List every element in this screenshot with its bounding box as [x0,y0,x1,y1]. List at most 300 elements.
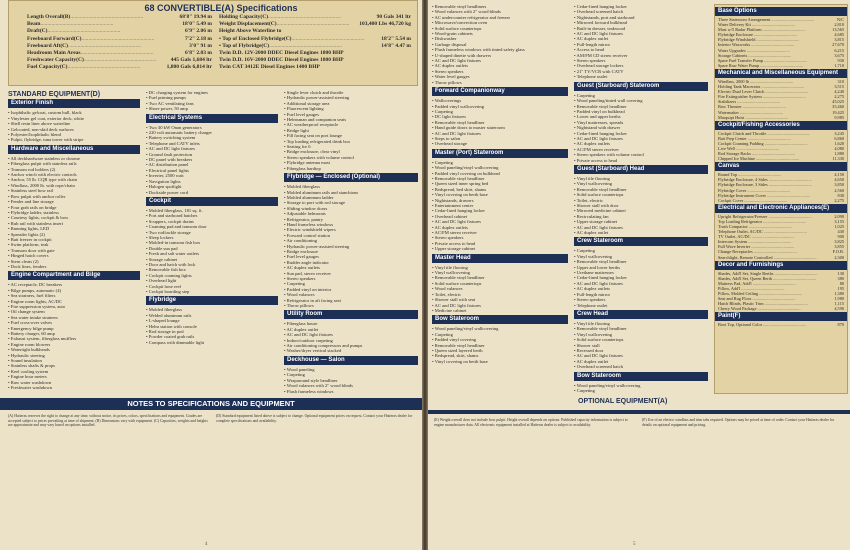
section-heading: Guest (Starboard) Head [574,165,708,174]
list-item: • AC duplex outlet [284,327,418,332]
list-item: • Nightstands, drawers [432,198,568,203]
spec-leader: ..................................................... [83,57,157,64]
list-item: • Bow pulpit with anchor roller [8,194,140,199]
list-item: • Stereo speakers with volume control [284,155,418,160]
list-item: • Fiberglass pulpit with stainless rails [8,161,140,166]
option-label: Shades, Add'l Set, Queen Berth ........................................ [718,275,817,281]
list-item: • Pulpit, flybridge, tuna tower with stripe [8,137,140,142]
option-label: Marquipt Hoist ........................................ [718,114,789,120]
option-label: Holding Tank Macerator ........................................ [718,84,805,90]
list-item: • Halogen spotlight [146,184,278,189]
section-heading: Utility Room [284,310,418,319]
list-item: • Fuel level gauges [284,254,418,259]
section-heading: Master (Port) Stateroom [432,149,568,158]
spec-row [219,50,411,57]
list-item: • DC light fixtures [432,114,568,119]
spec-label: Twin D.D. 12V-2000 DDEC Diesel Engines 1800 BHP [219,50,344,57]
list-item: • AC duplex outlet [574,359,708,364]
list-item: • L-shaped lounge [146,318,278,323]
left-column-3 [284,90,418,395]
list-item: • AC and DC light fixtures [432,303,568,308]
spec-leader: ..................................................... [291,35,365,42]
spec-label: Length Overall(B) [27,14,71,20]
list-item: • Stereo speakers [284,276,418,281]
list-item: • Oil change system [8,309,140,314]
option-price: 2,275 [834,94,844,100]
option-label: Hatch Blinds, Plastic Trim ........................................ [718,301,808,307]
list-item: • Steps to salon [432,136,568,141]
option-label: Searchlight, Remote Controlled ........................................ [718,254,817,260]
list-item: • Polyester/Isophthalic blend [8,132,140,137]
list-item: • Battery charger, 60 amp [8,331,140,336]
option-price: 4,150 [834,172,844,178]
option-label: Cherry Wood Package ........................................ [718,306,801,312]
list-item: • Engine hour meters [8,374,140,379]
spec-leader: ..................................................... [80,50,154,57]
list-item: • Hand guide doors to master stateroom [432,125,568,130]
list-item: • Padded vinyl wallcovering [432,104,568,109]
list-item: • Urethane mattresses [574,270,708,275]
option-price: 1,620 [834,140,844,146]
spec-leader [281,28,411,35]
list-item: • Door and hatch with lock [146,262,278,267]
list-item: • U-shaped dinette with drawers [432,53,568,58]
list-item: • Full-length mirror [574,42,708,47]
list-item: • Molded aluminum rails and stanchions [284,190,418,195]
spec-value: 68'8" 19.94 m [179,14,212,20]
spec-leader: ..................................................... [276,21,350,28]
list-item: • Hydraulic power-assisted steering [284,244,418,249]
option-price: 4,650 [834,177,844,183]
list-item: • AC distribution panel [146,162,278,167]
option-price: 930 [837,57,844,63]
option-price: 1,710 [834,62,844,68]
list-item: • Fill facing seat on port lounge [284,133,418,138]
section-heading: Crew Stateroom [574,237,708,246]
list-item: • AC weatherproof receptacle [284,122,418,127]
spec-row [219,36,411,43]
list-item: • Mirrored medicine cabinet [574,208,708,213]
list-item: • Two rod/tackle storage [146,230,278,235]
spec-leader: ..................................................... [67,42,141,49]
list-item: • Flush frameless windows [284,389,418,394]
notes-band-right [428,410,850,414]
list-item: • AC and DC light fixtures [574,136,708,141]
list-item: • Fiberglass house [284,321,418,326]
spec-value: 7'2" 2.18 m [184,35,212,42]
list-item: • Stern cleats (2) [8,259,140,264]
section-heading: Forward Companionway [432,87,568,96]
list-item: • Removable fish box [146,267,278,272]
list-item: • Electrical panel lights [146,168,278,173]
list-item: • Bedspread, skirt, shams [432,353,568,358]
option-price: 310 [837,78,844,84]
spec-label: • Top of Flybridge(C) [219,42,270,49]
list-item: • Removable vinyl headliner [432,275,568,280]
list-item: • Bait freezer in cockpit [8,237,140,242]
list-item: • Vinyl tile flooring [574,321,708,326]
list-item: • AC receptacle, DC breakers [8,282,140,287]
spec-row [219,21,411,28]
list-item: • Transom door with gate [8,248,140,253]
spec-value: 18'0" 5.49 m [182,21,212,28]
list-item: • Water level gauges [432,74,568,79]
option-label: Pillow, Molded Ceiling ........................................ [718,291,803,297]
list-item: • Port and starboard hatches [146,213,278,218]
list-item: • Stereo speakers [432,69,568,74]
list-item: • Stereo speakers with volume control [574,152,708,157]
option-label: Electric Dual Lever Clutch ........................................ [718,89,809,95]
list-item: • Molded fiberglass [146,307,278,312]
option-price: 35,460 [832,104,844,110]
option-price: 19,425 [832,109,844,115]
spec-column-2 [219,14,411,72]
list-item: • Sliding window doors [284,206,418,211]
spec-leader: ..................................................... [268,14,341,20]
section-heading: Hardware and Miscellaneous [8,145,140,154]
list-item: • Vinyl covering on berth base [432,192,568,197]
option-price: N/C [836,17,844,22]
option-price: 1,880 [834,151,844,157]
list-item: • Stereo speakers [432,235,568,240]
specifications-box [8,0,418,86]
list-item: • Removable vinyl headliners [432,4,568,9]
list-item: • Stereo speakers [574,58,708,63]
notes-right-page-left: (E) Weight overall does not include bow pulpit. Height overall depends on options. Published capacity information is subject to engine manufacturer data. All electronic equipment installed at Hatteras dealer is subject to availability. [434,418,628,427]
list-item: • Dockside power cord [146,190,278,195]
list-item: • Upper and lower berths [574,265,708,270]
spec-label: Twin D.D. 16V-2000 DDEC Diesel Engines 1800 BHP [219,57,344,64]
spec-label: Holding Capacity(C) [219,14,269,20]
list-item: • Removable vinyl headliner [432,120,568,125]
list-item: • Padded vinyl on bulkhead [574,109,708,114]
option-price: 3,855 [834,244,844,250]
list-item: • Queen sized layered berth [432,348,568,353]
option-price: 3,155 [834,218,844,224]
section-heading: Electrical and Electronic Appliances(E) [715,204,847,213]
list-item: • Four grab rails on bridge [8,205,140,210]
spec-column-1 [27,14,212,72]
option-price: 3,815 [834,37,844,43]
section-heading: Bow Stateroom [432,315,568,324]
list-item: • Vinyl mattresses, spreads [574,120,708,125]
list-item: • Vinyl wallcovering [574,254,708,259]
list-item: • Storage cabinet [146,257,278,262]
list-item: • Wood paneling/vinyl wallcovering [574,383,708,388]
list-item: • Overhead screened hatch [574,364,708,369]
option-row [718,255,844,260]
list-item: • Exhaust system, fiberglass mufflers [8,336,140,341]
spec-leader [320,64,411,71]
option-label: Telephone Outlet, AC/DC ........................................ [718,229,807,235]
list-item [574,393,708,394]
spec-leader: ..................................................... [269,42,342,49]
list-item: • Washer/dryer vertical stacked [284,348,418,353]
option-price: 2,090 [834,213,844,219]
list-item: • Throw pillows [284,303,418,308]
list-item: • Flush frameless windows with tinted safety glass [432,47,568,52]
list-item: • Private access to head [432,241,568,246]
option-label: Water Delivery Kit ........................................ [718,22,795,28]
spec-row [219,57,411,64]
list-item: • All deckhardware stainless or chrome [8,156,140,161]
list-item: • Queen sized inner spring bed [432,181,568,186]
list-item: • Compass with dimmable light [146,340,278,345]
page-number-right: 5 [633,542,636,547]
section-heading: Decor and Furnishings [715,261,847,270]
option-price: 3,245 [834,130,844,136]
list-item: • Keel cooling system [8,369,140,374]
list-item: • AC duplex outlets [284,265,418,270]
spec-label: Height Above Waterline to [219,28,282,35]
list-item: • Stainless steel bow rail [8,188,140,193]
list-item: • Navigation lights [146,179,278,184]
list-item: • AC duplex outlets [574,141,708,146]
option-label: Flybridge Instrument Cover ........................................ [718,192,811,198]
list-item: • Swim platform, teak [8,242,140,247]
spec-label: Beam [27,21,41,28]
left-column-2 [146,90,278,395]
option-price: 3,675 [834,52,844,58]
right-column-2 [574,4,708,394]
option-label: Trash Compactor ........................................ [718,224,792,229]
list-item: • AC and DC light fixtures [146,146,278,151]
spec-row [27,14,212,21]
option-price: 4,080 [834,145,844,151]
list-item: • Shower stall with seat [432,297,568,302]
right-column-1 [432,4,568,394]
list-item: • Wood-grain cabinets [432,31,568,36]
option-label: Three Stateroom Arrangement ........................................ [718,17,815,22]
list-item: • Lower and upper berths [574,114,708,119]
option-label: Watermaker ........................................ [718,109,783,115]
option-price: 13,565 [832,27,844,33]
list-item: • AC duplex outlet [574,230,708,235]
list-item: • Solid surface countertops [574,337,708,342]
option-price: 1,115 [834,301,844,307]
list-item: • AC and DC light fixtures [574,281,708,286]
option-label: Seat and Rug Floor ........................................ [718,296,796,302]
option-price: 4,590 [834,306,844,312]
spec-row [27,36,212,43]
list-item: • Rudder angle indicator [284,260,418,265]
option-label: Full Wave Inverter ........................................ [718,244,795,250]
spec-leader: ..................................................... [47,28,121,35]
list-item: • Toilet, electric [432,292,568,297]
list-item: • Fender and line storage [8,199,140,204]
list-item: • Sea water intake strainers [8,315,140,320]
list-item: • AC and DC light fixtures [432,219,568,224]
option-price: 3,515 [834,84,844,90]
option-price: 27,670 [832,42,844,48]
option-price: F.O.B. [832,249,844,255]
list-item: • Upper storage cabinet [432,246,568,251]
spec-value: 6'9" 2.06 m [184,28,212,35]
list-item: • Removable vinyl headliner [574,326,708,331]
list-item: • Emergency bilge pump [8,326,140,331]
list-item: • AM/FM CD stereo receiver [574,53,708,58]
list-item: • Bridge enclosure [284,249,418,254]
list-item: • Padded vinyl covering on bulkhead [432,171,568,176]
list-item: • Bilge pumps, automatic (4) [8,288,140,293]
list-item: • Sun pad, stereo receiver [284,271,418,276]
option-label: Upright Refrigerator/Freezer ........................................ [718,213,812,219]
option-price: 195 [837,285,844,291]
list-item: • Additional storage area [284,101,418,106]
list-item: • Private access to head [574,158,708,163]
section-heading: Mechanical and Miscellaneous Equipment [715,69,847,78]
list-item: • Helmsman and companion seats [284,117,418,122]
section-heading: Cockpit/Fishing Accessories [715,121,847,130]
spec-value: 1,800 Gals 6,814 ltr [166,64,212,71]
option-price: 80 [839,280,844,286]
list-item: • Carpeting [284,372,418,377]
list-item: • Stainless shafts & props [8,363,140,368]
list-item: • Removable vinyl headliner [432,343,568,348]
list-item: • Shore power, 50 amp [146,106,278,111]
list-item: • Running lights, LED [8,226,140,231]
option-label: Cockpit Coaming Padding ........................................ [718,140,808,146]
page-number-left: 4 [205,542,208,547]
option-label: Boot Top, Optional Color ........................................ [718,322,807,328]
option-price: 4,240 [834,89,844,95]
list-item: • 21" TV/VCR with CATV [574,69,708,74]
list-item: • Cockpit boarding step [146,289,278,294]
list-item: • Molded fiberglass, 181 sq. ft. [146,208,278,213]
list-item: • Refrigerator, pantry [284,217,418,222]
list-item: • Nightstands, port and starboard [574,15,708,20]
list-item: • Bridge enclosure, clear vinyl [284,149,418,154]
list-item: • Helm station with console [146,324,278,329]
option-price: 900 [837,234,844,240]
list-item: • Molded fiberglass [284,184,418,189]
option-label: Change Receptacles ........................................ [718,249,797,255]
list-item: • Two AC ventilating fans [146,101,278,106]
list-item: • Molded aluminum ladder [284,195,418,200]
option-row [718,322,844,327]
list-item: • Carpeting [432,109,568,114]
list-item: • Forward control station [284,233,418,238]
list-item: • Electric windshield wipers [284,227,418,232]
list-item: • Wood valances with 2" wood blinds [284,383,418,388]
spec-label: Freeboard Forward(C) [27,35,82,42]
list-item: • AC and DC light fixtures [574,225,708,230]
list-item: • Fiberglass hardtop [284,166,418,171]
base-options-heading: Base Options [715,7,847,16]
spec-value: 14'8" 4.47 m [381,42,411,49]
list-item: • Double sun pad [146,246,278,251]
option-row [718,306,844,311]
list-item: • AC/FM stereo receiver [574,147,708,152]
section-heading: Guest (Starboard) Stateroom [574,82,708,91]
option-label: Flybridge Windshield ........................................ [718,37,800,43]
spec-row [27,28,212,35]
list-item: • Raw water washdown [8,380,140,385]
option-label: Shades, Add'l Set, Single Berths ........................................ [718,270,818,276]
list-item: • Hydraulic power-assisted steering [284,95,418,100]
option-label: Spare Raw Water Pump ........................................ [718,62,804,68]
list-item: • Full-length mirror [574,292,708,297]
spec-label: Twin CAT 3412E Diesel Engines 1400 BHP [219,64,320,71]
list-item: • Padded vinyl on interior [284,287,418,292]
section-heading: Master Head [432,254,568,263]
list-item: • Vinyl tile flooring [574,176,708,181]
list-item: • Wallcoverings [432,98,568,103]
list-item: • Bridge light [284,128,418,133]
option-label: Bait Prep Center ........................................ [718,135,791,141]
list-item: • Carpeting [574,388,708,393]
list-item: • Fuel cross-over valves [8,320,140,325]
list-item: • Access to head [574,47,708,52]
notes-heading: NOTES TO SPECIFICATIONS AND EQUIPMENT [0,398,422,410]
option-label: Spare Fuel Transfer Pump ........................................ [718,57,808,63]
list-item: • AC and DC light fixtures [284,332,418,337]
spec-leader [344,57,411,64]
list-item: • Removable vinyl headliner [432,176,568,181]
list-item: • Stereo speakers [574,297,708,302]
option-price: 6,860 [834,135,844,141]
list-item: • Adjustable helmseats [284,211,418,216]
list-item: • Top loading refrigerated drink box [284,139,418,144]
list-item: • Carpeting [574,248,708,253]
option-price: 6,215 [834,47,844,53]
list-item: • Vinyl wallcovering [574,181,708,186]
option-price: 380 [837,275,844,281]
list-item: • Anchor, 55 lb. CQR type with chain [8,177,140,182]
list-item: • Freshwater washdown [8,385,140,390]
list-item: • Hand frameless windows [284,222,418,227]
spec-leader: ..................................................... [70,14,144,20]
list-item: • Flybridge antenna mast [284,160,418,165]
list-item: • Overhead storage lockers [574,63,708,68]
list-item: • Wood paneling/vinyl wallcovering [432,326,568,331]
option-label: Stabilizers ........................................ [718,99,781,105]
list-item: • Wood paneling/tinted wall covering [574,98,708,103]
list-item: • Garbage disposal [432,42,568,47]
list-item: • Recessed door [574,348,708,353]
list-item: • Cedar-lined hanging locker [432,208,568,213]
list-item: • Engine room lights, AC/DC [8,299,140,304]
list-item: • Wood valances [432,286,568,291]
list-item: • Vinyl tile flooring [432,265,568,270]
option-price: 1,380 [834,291,844,297]
list-item: • Sleep lockers [146,235,278,240]
list-item: • Telephone outlet [574,74,708,79]
option-price: 2,560 [834,187,844,193]
spec-value: 3'0" 91 m [189,42,212,49]
list-item: • Wood paneling/vinyl wallcovering [432,165,568,170]
list-item: • Fire suppression system, auto [8,304,140,309]
list-item: • Molded-in transom fish box [146,240,278,245]
list-item: • Welded aluminum rails [146,313,278,318]
spec-label: Draft(C) [27,28,48,35]
section-heading: Bow Stateroom [574,372,708,381]
list-item: • Powder coated grab rails [146,334,278,339]
list-item: • Padded vinyl covering [432,337,568,342]
list-item: • AC duplex outlets [432,63,568,68]
spec-label: Headroom Main Areas [27,50,81,57]
list-item: • Nightstand with drawer [574,125,708,130]
list-item: • Throw pillows [432,80,568,85]
list-item: • Carpeting [574,93,708,98]
option-price: 3,825 [834,239,844,245]
list-item: • Gelcoated, non-skid deck surfaces [8,127,140,132]
spec-value: 103,400 Lbs 46,720 kg [359,21,411,28]
notes-left: (A) Hatteras reserves the right to change at any time, without notice, its prices, colors, specifications and equipment. Grades are accepted subject to prices prevailing at time of shipment. (B) Dimensions vary with equipment. (C) Capacities, weights and heights are approximate and may vary based on options installed. [8,414,208,428]
list-item: • Solid surface countertops [432,281,568,286]
notes-right-page-right: (F) Use of an electric windlass and trim tabs required. Options may be priced at time of order. Contact your Hatteras dealer for details on optional equipment and pricing. [642,418,835,427]
list-item: • Single lever clutch and throttle [284,90,418,95]
